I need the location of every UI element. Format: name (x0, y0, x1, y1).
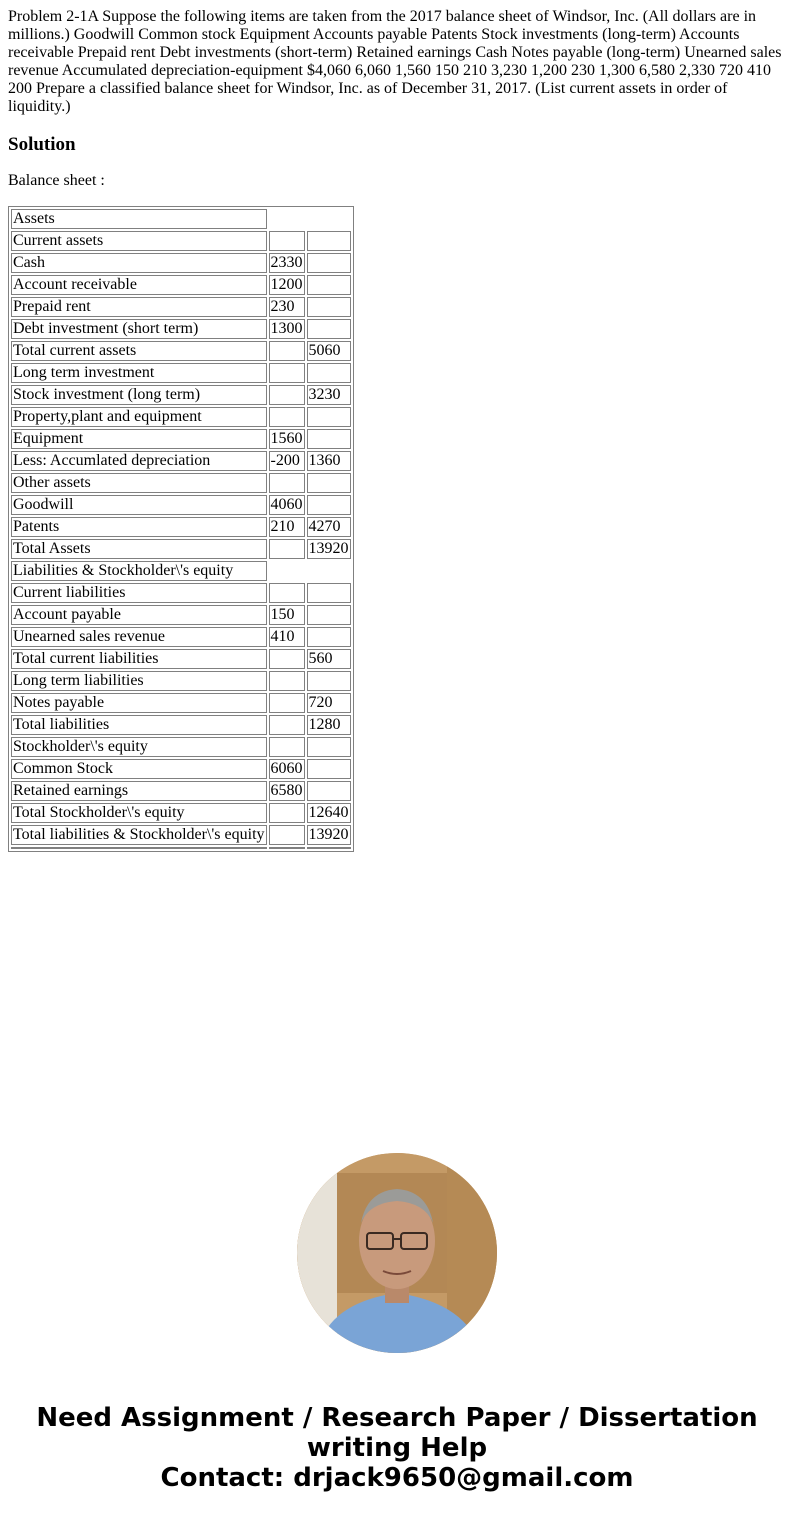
row-amount: 6580 (270, 782, 303, 799)
row-label: Common Stock (11, 759, 267, 779)
row-total (307, 759, 351, 779)
row-label: Prepaid rent (11, 297, 267, 317)
row-total: 560 (307, 649, 351, 669)
table-row (11, 627, 351, 647)
table-row (11, 737, 351, 757)
promo-line-2: writing Help (306, 1433, 488, 1463)
row-label: Retained earnings (11, 781, 267, 801)
row-amount (269, 231, 305, 251)
row-amount (269, 385, 305, 405)
table-row (11, 385, 351, 405)
row-amount: -200 (269, 451, 305, 471)
row-amount (269, 693, 305, 713)
row-label: Property,plant and equipment (11, 407, 267, 427)
empty-cell (11, 847, 267, 849)
row-total: 13920 (308, 826, 349, 843)
table-row (11, 319, 351, 339)
row-label: Liabilities & Stockholder\'s equity (11, 561, 267, 581)
row-label: Goodwill (11, 495, 267, 515)
table-row (11, 407, 351, 427)
row-amount: 1300 (270, 320, 303, 337)
row-total: 1360 (307, 451, 351, 471)
table-row (11, 671, 351, 691)
row-total (307, 275, 351, 295)
balance-sheet-body (11, 209, 351, 849)
table-row (11, 693, 351, 713)
row-total (307, 671, 351, 691)
table-end-row (11, 847, 351, 849)
row-label: Equipment (11, 429, 267, 449)
row-total (307, 737, 351, 757)
table-row (11, 803, 351, 823)
row-amount (269, 473, 305, 493)
row-amount: 2330 (270, 254, 303, 271)
row-amount (269, 583, 305, 603)
table-row (11, 495, 351, 515)
row-total (307, 297, 351, 317)
row-amount (269, 407, 305, 427)
row-amount: 6060 (270, 760, 303, 777)
row-amount (269, 363, 305, 383)
empty-cell (269, 561, 351, 581)
author-avatar (297, 1153, 497, 1353)
row-amount (269, 715, 305, 735)
promo-contact: Contact: drjack9650@gmail.com (160, 1463, 634, 1493)
empty-cell (269, 209, 351, 229)
empty-cell (269, 847, 305, 849)
row-total (307, 495, 351, 515)
table-row (11, 517, 351, 537)
table-row (11, 341, 351, 361)
row-label: Current liabilities (11, 583, 267, 603)
row-total: 1280 (307, 715, 351, 735)
row-label: Debt investment (short term) (11, 319, 267, 339)
row-amount (269, 803, 305, 823)
row-label: Total current assets (11, 341, 267, 361)
row-total: 13920 (308, 540, 349, 557)
row-total (307, 429, 351, 449)
table-row (11, 209, 351, 229)
balance-sheet-intro: Balance sheet : (8, 172, 105, 189)
row-total (307, 363, 351, 383)
row-total (307, 473, 351, 493)
table-row (11, 297, 351, 317)
table-row (11, 583, 351, 603)
row-amount: 4060 (270, 496, 303, 513)
table-row (11, 231, 351, 251)
table-row (11, 253, 351, 273)
row-total: 4270 (307, 517, 351, 537)
row-label: Unearned sales revenue (11, 627, 267, 647)
table-row (11, 451, 351, 471)
empty-cell (307, 847, 351, 849)
row-label: Stockholder\'s equity (11, 737, 267, 757)
row-amount: 230 (269, 297, 305, 317)
row-label: Cash (11, 253, 267, 273)
row-amount: 1200 (270, 276, 303, 293)
row-total (307, 781, 351, 801)
table-row (11, 649, 351, 669)
row-amount: 1560 (270, 430, 303, 447)
row-total (307, 319, 351, 339)
table-row (11, 429, 351, 449)
row-amount (269, 649, 305, 669)
row-label: Total current liabilities (11, 649, 267, 669)
solution-heading: Solution (8, 134, 76, 155)
row-total (307, 407, 351, 427)
row-total: 12640 (308, 804, 349, 821)
author-photo-icon (297, 1153, 497, 1353)
row-label: Patents (11, 517, 267, 537)
row-amount: 410 (269, 627, 305, 647)
row-amount: 210 (269, 517, 305, 537)
table-row (11, 715, 351, 735)
table-row (11, 275, 351, 295)
row-label: Assets (11, 209, 267, 229)
row-label: Account receivable (11, 275, 267, 295)
row-label: Total Assets (11, 539, 267, 559)
row-amount (269, 539, 305, 559)
row-label: Other assets (11, 473, 267, 493)
row-total (307, 583, 351, 603)
row-label: Long term investment (11, 363, 267, 383)
table-row (11, 605, 351, 625)
table-row (11, 825, 351, 845)
row-total (307, 627, 351, 647)
table-row (11, 759, 351, 779)
row-amount (269, 825, 305, 845)
problem-text: Problem 2-1A Suppose the following items are taken from the 2017 balance sheet of Windsor, Inc. (All dollars are in millions.) Goodwill Common stock Equipment Accounts payable Patents Stock investments (long-term) Accounts receivable Prepaid rent Debt investments (short-term) Retained earnings Cash Notes payable (long-term) Unearned sales revenue Accumulated depreciation-equipment $4,060 6,060 1,560 150 210 3,230 1,200 230 1,300 6,580 2,330 720 410 200 Prepare a classified balance sheet for Windsor, Inc. as of December 31, 2017. (List current assets in order of liquidity.) (8, 8, 782, 115)
row-total (307, 253, 351, 273)
row-label: Long term liabilities (11, 671, 267, 691)
table-row (11, 363, 351, 383)
row-label: Account payable (11, 605, 267, 625)
row-amount (269, 671, 305, 691)
table-row (11, 561, 351, 581)
row-label: Current assets (11, 231, 267, 251)
row-label: Less: Accumlated depreciation (11, 451, 267, 471)
row-total: 3230 (307, 385, 351, 405)
row-amount (269, 737, 305, 757)
row-label: Stock investment (long term) (11, 385, 267, 405)
row-total: 720 (307, 693, 351, 713)
row-label: Total Stockholder\'s equity (11, 803, 267, 823)
row-total (307, 231, 351, 251)
row-amount (269, 341, 305, 361)
row-label: Total liabilities (11, 715, 267, 735)
balance-sheet-table (8, 206, 354, 852)
promo-line-1: Need Assignment / Research Paper / Dissertation (36, 1403, 758, 1433)
row-label: Total liabilities & Stockholder\'s equity (13, 826, 265, 843)
table-row (11, 781, 351, 801)
table-row (11, 473, 351, 493)
promo-banner (0, 1403, 794, 1493)
row-total: 5060 (307, 341, 351, 361)
row-total (307, 605, 351, 625)
row-amount: 150 (269, 605, 305, 625)
row-label: Notes payable (11, 693, 267, 713)
table-row (11, 539, 351, 559)
